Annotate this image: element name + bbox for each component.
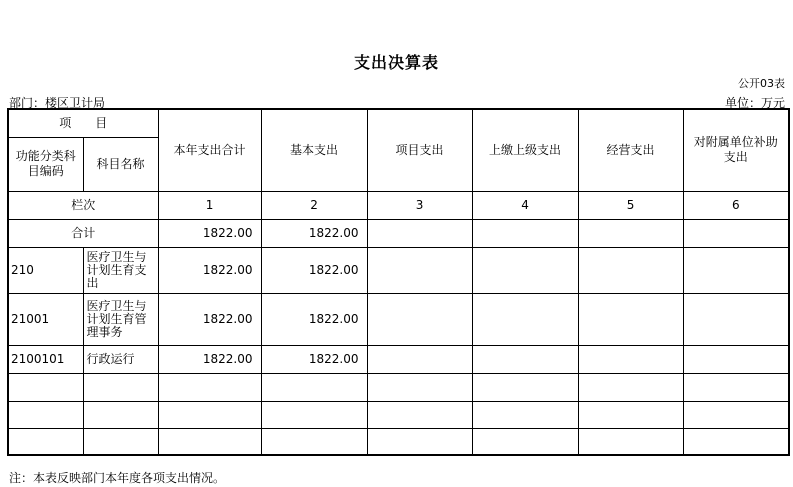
cell-code <box>8 428 83 455</box>
cell-total <box>158 401 261 428</box>
cell-upper <box>472 293 578 345</box>
page-title: 支出决算表 <box>353 53 439 72</box>
column-index: 4 <box>472 191 578 219</box>
header-func-code: 功能分类科目编码 <box>8 137 83 191</box>
cell-subsidy <box>683 428 789 455</box>
header-total: 本年支出合计 <box>158 109 261 191</box>
column-index: 3 <box>367 191 472 219</box>
cell-subsidy <box>683 247 789 293</box>
cell-code <box>8 401 83 428</box>
table-row <box>8 401 789 428</box>
cell-basic: 1822.00 <box>261 247 367 293</box>
column-index-label: 栏次 <box>8 191 158 219</box>
cell-project <box>367 428 472 455</box>
header-subject-name: 科目名称 <box>83 137 158 191</box>
cell-upper <box>472 219 578 247</box>
total-row <box>8 219 789 247</box>
cell-business <box>578 219 683 247</box>
header-basic: 基本支出 <box>261 109 367 191</box>
cell-basic: 1822.00 <box>261 219 367 247</box>
total-label: 合计 <box>8 219 158 247</box>
cell-total <box>158 428 261 455</box>
cell-basic: 1822.00 <box>261 293 367 345</box>
cell-code: 21001 <box>8 293 83 345</box>
cell-upper <box>472 373 578 401</box>
cell-total: 1822.00 <box>158 247 261 293</box>
table-row <box>8 373 789 401</box>
table-row <box>8 293 789 345</box>
table-note: 注：本表反映部门本年度各项支出情况。 <box>9 471 226 485</box>
cell-subsidy <box>683 345 789 373</box>
header-subsidy: 对附属单位补助支出 <box>683 109 789 191</box>
cell-project <box>367 219 472 247</box>
cell-upper <box>472 247 578 293</box>
cell-business <box>578 401 683 428</box>
cell-business <box>578 373 683 401</box>
cell-subsidy <box>683 401 789 428</box>
cell-name: 医疗卫生与计划生育管理事务 <box>83 293 158 345</box>
cell-name: 行政运行 <box>83 345 158 373</box>
column-index: 5 <box>578 191 683 219</box>
cell-business <box>578 428 683 455</box>
cell-upper <box>472 345 578 373</box>
cell-name <box>83 373 158 401</box>
form-code: 公开03表 <box>738 77 785 90</box>
table-row <box>8 428 789 455</box>
cell-basic <box>261 401 367 428</box>
column-index: 1 <box>158 191 261 219</box>
cell-project <box>367 373 472 401</box>
department-label: 部门：楼区卫计局 <box>9 96 106 110</box>
cell-project <box>367 293 472 345</box>
cell-total <box>158 373 261 401</box>
cell-upper <box>472 428 578 455</box>
cell-upper <box>472 401 578 428</box>
cell-subsidy <box>683 293 789 345</box>
cell-name: 医疗卫生与计划生育支出 <box>83 247 158 293</box>
cell-code: 2100101 <box>8 345 83 373</box>
cell-business <box>578 293 683 345</box>
header-project-expense: 项目支出 <box>367 109 472 191</box>
column-index: 6 <box>683 191 789 219</box>
cell-basic <box>261 373 367 401</box>
cell-basic <box>261 428 367 455</box>
column-index: 2 <box>261 191 367 219</box>
cell-project <box>367 345 472 373</box>
header-project: 项 目 <box>8 109 158 137</box>
cell-name <box>83 401 158 428</box>
unit-label: 单位：万元 <box>724 96 785 110</box>
table-row <box>8 247 789 293</box>
header-business: 经营支出 <box>578 109 683 191</box>
cell-total: 1822.00 <box>158 219 261 247</box>
cell-code: 210 <box>8 247 83 293</box>
cell-project <box>367 401 472 428</box>
cell-total: 1822.00 <box>158 293 261 345</box>
cell-subsidy <box>683 219 789 247</box>
cell-project <box>367 247 472 293</box>
expenditure-table <box>7 108 790 456</box>
cell-total: 1822.00 <box>158 345 261 373</box>
header-upper: 上缴上级支出 <box>472 109 578 191</box>
cell-code <box>8 373 83 401</box>
table-row <box>8 345 789 373</box>
cell-business <box>578 247 683 293</box>
cell-basic: 1822.00 <box>261 345 367 373</box>
cell-business <box>578 345 683 373</box>
cell-name <box>83 428 158 455</box>
cell-subsidy <box>683 373 789 401</box>
